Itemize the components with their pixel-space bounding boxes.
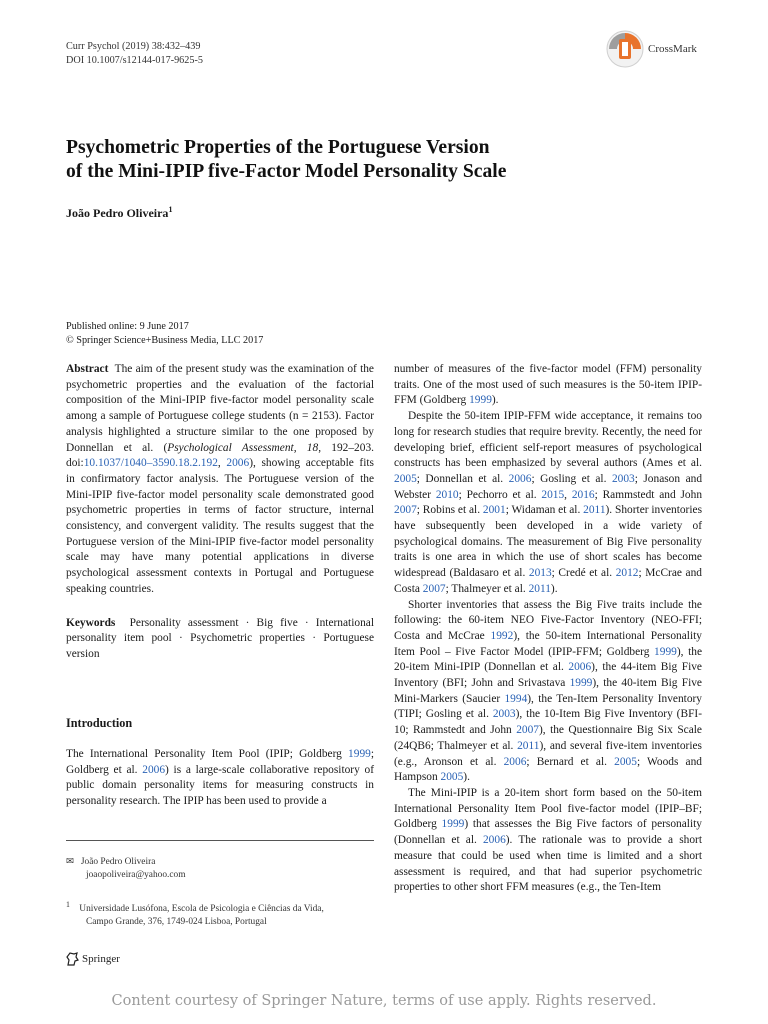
springer-wordmark: Springer: [82, 953, 120, 965]
right-column: [394, 362, 702, 896]
citation-link[interactable]: 1999: [569, 677, 593, 690]
crossmark-badge[interactable]: [606, 30, 697, 68]
citation-link[interactable]: 2003: [492, 708, 516, 721]
crossmark-label: CrossMark: [648, 43, 697, 55]
abstract-text-4: ), showing acceptable fits in confirmatory factor analysis. The Portuguese version of the Mini-IPIP five-factor model personality scale demonstrated good psychometric properties in terms of factor structure, internal consistency, and convergent validity. The results suggest that the Portuguese version of the Mini-IPIP five-factor model personality scale may have many potential applications in diverse psychological assessment contexts in Portugal and Portuguese speaking countries.: [66, 457, 374, 595]
citation-link[interactable]: 2006: [503, 755, 527, 768]
published-date: Published online: 9 June 2017: [66, 321, 189, 332]
keywords: [66, 616, 374, 663]
citation-link[interactable]: 2003: [611, 472, 635, 485]
citation-link[interactable]: 2013: [528, 567, 552, 580]
doi-line: DOI 10.1007/s12144-017-9625-5: [66, 55, 203, 66]
affil-line-2: Campo Grande, 376, 1749-024 Lisboa, Portugal: [86, 917, 267, 928]
left-column: [66, 362, 374, 663]
introduction-paragraph: [66, 747, 374, 810]
abstract: [66, 362, 374, 598]
courtesy-notice: Content courtesy of Springer Nature, terms of use apply. Rights reserved.: [111, 993, 657, 1009]
intro-text-3: ) is a large-scale collaborative repository of public domain personality items for measuring constructs in personality research. The IPIP has been used to provide a: [66, 763, 374, 808]
footnote-divider: [66, 840, 374, 841]
citation-link[interactable]: 2005: [440, 771, 464, 784]
abstract-text-3: ,: [217, 457, 227, 470]
citation-link[interactable]: 1994: [504, 692, 528, 705]
citation-link[interactable]: 1999: [441, 818, 465, 831]
springer-logo: [66, 952, 120, 966]
title-line-1: Psychometric Properties of the Portuguese Version: [66, 137, 490, 158]
intro-text-1: The International Personality Item Pool (IPIP; Goldberg: [66, 748, 349, 760]
citation-link[interactable]: 2016: [571, 488, 595, 501]
citation-link[interactable]: 2011: [583, 504, 606, 517]
citation-link[interactable]: 1999: [654, 645, 677, 658]
citation-link[interactable]: 2015: [541, 488, 565, 501]
springer-horse-icon: [66, 952, 79, 966]
citation-link[interactable]: 2005: [394, 472, 417, 485]
keywords-text: Personality assessment · Big five · International personality item pool · Psychometric properties · Portuguese version: [66, 616, 374, 660]
keywords-label: Keywords: [66, 616, 116, 629]
citation-link[interactable]: 2012: [615, 567, 639, 580]
abstract-year-link[interactable]: 2006: [226, 457, 250, 470]
citation-link[interactable]: 2006: [142, 763, 166, 776]
journal-citation: Curr Psychol (2019) 38:432–439: [66, 41, 201, 52]
contact-name: João Pedro Oliveira: [80, 857, 156, 867]
abstract-label: Abstract: [66, 363, 109, 375]
citation-link[interactable]: 2005: [614, 755, 637, 768]
contact-email[interactable]: joaopoliveira@yahoo.com: [86, 870, 186, 880]
citation-link[interactable]: 1999: [348, 748, 371, 760]
citation-link[interactable]: 2006: [482, 834, 506, 847]
abstract-journal: Psychological Assessment, 18: [167, 441, 319, 454]
right-paragraph-2: Despite the 50-item IPIP-FFM wide acceptance, it remains too long for research studies that require brevity. Recently, the need for developing brief, efficient self-report measures of psychological constructs has been emphasized by several authors (Ames et al. 2005; Donnellan et al. 2006; Gosling et al. 2003; Jonason and Webster 2010; Pechorro et al. 2015, 2016; Rammstedt and John 2007; Robins et al. 2001; Widaman et al. 2011). Shorter inventories have subsequently been developed in a wide variety of psychological domains. The measurement of Big Five personality traits is one area in which the use of short scales has become widespread (Baldasaro et al. 2013; Credé et al. 2012; McCrae and Costa 2007; Thalmeyer et al. 2011).: [394, 410, 703, 595]
abstract-doi-link[interactable]: 10.1037/1040–3590.18.2.192: [83, 457, 218, 470]
copyright-line: © Springer Science+Business Media, LLC 2017: [66, 335, 264, 346]
article-title: [66, 136, 706, 184]
crossmark-icon: [606, 30, 644, 68]
citation-link[interactable]: 2006: [568, 661, 592, 674]
publication-info: [66, 320, 263, 348]
citation-link[interactable]: 2007: [394, 504, 417, 517]
abstract-text-1: The aim of the present study was the examination of the psychometric properties and the evaluation of the factorial composition of the Mini-IPIP five-factor model personality scale among a sample of Portuguese college students (n = 2153). Factor analysis highlighted a structure similar to the one proposed by Donnellan et al. (: [66, 363, 374, 454]
citation-link[interactable]: 1992: [490, 629, 514, 642]
citation-link[interactable]: 1999: [469, 394, 492, 407]
author-affil-mark: 1: [168, 205, 173, 214]
citation-link[interactable]: 2011: [517, 739, 540, 752]
author-line: [66, 205, 172, 221]
citation-link[interactable]: 2010: [435, 488, 459, 501]
contact-footnote: [66, 856, 186, 882]
citation-link[interactable]: 2006: [508, 472, 532, 485]
affiliation-footnote: [66, 898, 324, 929]
citation-link[interactable]: 2007: [516, 724, 539, 737]
title-line-2: of the Mini-IPIP five-Factor Model Personality Scale: [66, 161, 507, 182]
author-name: João Pedro Oliveira: [66, 206, 169, 220]
intro-text-2: ; Goldberg et al.: [66, 748, 374, 776]
right-paragraph-1: number of measures of the five-factor model (FFM) personality traits. One of the most used of such measures is the 50-item IPIP-FFM (Goldberg 1999).: [394, 363, 702, 407]
abstract-text-2: , 192–203. doi:: [66, 441, 374, 470]
citation-link[interactable]: 2011: [528, 582, 551, 595]
citation-link[interactable]: 2001: [482, 504, 506, 517]
affil-number: 1: [66, 900, 70, 909]
right-paragraph-4: The Mini-IPIP is a 20-item short form based on the 50-item International Personality Item Pool five-factor model (IPIP–BF; Goldberg 1999) that assesses the Big Five factors of personality (Donnellan et al. 2006). The rationale was to provide a short measure that could be used when time is limited and a short assessment is required, and that had superior psychometric properties to other short FFM measures (e.g., the Ten-Item: [394, 786, 703, 894]
right-paragraph-3: Shorter inventories that assess the Big Five traits include the following: the 60-item NEO Five-Factor Inventory (NEO-FFI; Costa and McCrae 1992), the 50-item International Personality Item Pool – Five Factor Model (IPIP-FFM; Goldberg 1999), the 20-item Mini-IPIP (Donnellan et al. 2006), the 44-item Big Five Inventory (BFI; John and Srivastava 1999), the 40-item Big Five Mini-Markers (Saucier 1994), the Ten-Item Personality Inventory (TIPI; Gosling et al. 2003), the 10-Item Big Five Inventory (BFI-10; Rammstedt and John 2007), the Questionnaire Big Six Scale (24QB6; Thalmeyer et al. 2011), and several five-item inventories (e.g., Aronson et al. 2006; Bernard et al. 2005; Woods and Hampson 2005).: [394, 598, 703, 784]
envelope-icon: ✉: [66, 857, 74, 867]
affil-line-1: Universidade Lusófona, Escola de Psicologia e Ciências da Vida,: [79, 904, 324, 915]
introduction-heading: Introduction: [66, 716, 133, 730]
citation-link[interactable]: 2007: [422, 582, 446, 595]
